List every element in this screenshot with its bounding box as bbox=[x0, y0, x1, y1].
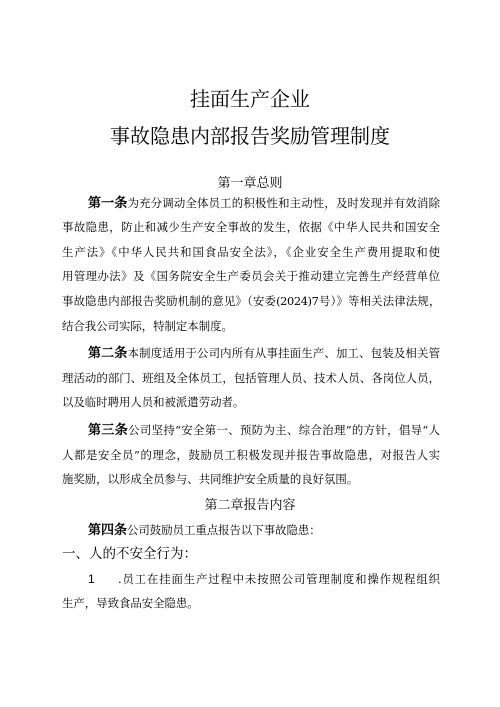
document-title-line-2: 事故隐患内部报告奖励管理制度 bbox=[110, 126, 390, 148]
item-1-number: 1 bbox=[88, 571, 95, 586]
article-2-line-1 bbox=[62, 341, 440, 366]
document-title-line-1: 挂面生产企业 bbox=[190, 89, 310, 111]
list-item bbox=[62, 567, 440, 616]
item-1-line-1 bbox=[62, 567, 440, 592]
article-2-text: 本制度适用于公司内所有从事挂面生产、加工、包装及相关管 bbox=[127, 346, 440, 361]
article-1-line-1 bbox=[62, 191, 440, 216]
article-2-label: 第二条 bbox=[88, 345, 128, 361]
article-3-text: 公司坚持“安全第一、预防为主、综合治理”的方针，倡导“人 bbox=[128, 423, 440, 438]
article-3-label: 第三条 bbox=[88, 422, 129, 438]
article-1-text: 为充分调动全体员工的积极性和主动性，及时发现并有效消除 bbox=[127, 195, 440, 210]
article-2-line-3: 以及临时聘用人员和被派遣劳动者。 bbox=[62, 395, 245, 410]
article-2-line-2: 理活动的部门、班组及全体员工，包括管理人员、技术人员、各岗位人员， bbox=[62, 370, 440, 385]
chapter-1-body bbox=[62, 191, 440, 495]
article-1-line-5: 事故隐患内部报告奖励机制的意见》（安委(2024)7号）》等相关法律法规， bbox=[62, 294, 440, 309]
chapter-1-heading: 第一章总则 bbox=[217, 175, 283, 190]
article-3-line-1 bbox=[62, 418, 440, 443]
article-4-line-1 bbox=[62, 518, 440, 543]
article-3-line-3: 施奖励，以形成全员参与、共同维护安全质量的良好氛围。 bbox=[62, 472, 359, 487]
article-1-line-3: 生产法》《中华人民共和国食品安全法》，《企业安全生产费用提取和使 bbox=[62, 244, 440, 259]
article-3-line-2: 人都是安全员”的理念，鼓励员工积极发现并报告事故隐患，对报告人实 bbox=[62, 447, 440, 462]
article-2 bbox=[62, 341, 440, 415]
article-1-line-6: 结合我公司实际，特制定本制度。 bbox=[62, 318, 233, 333]
article-3 bbox=[62, 418, 440, 492]
item-1-text: .员工在挂面生产过程中未按照公司管理制度和操作规程组织 bbox=[118, 571, 440, 586]
article-1 bbox=[62, 191, 440, 339]
article-4-label: 第四条 bbox=[88, 521, 128, 537]
article-4-text: 公司鼓励员工重点报告以下事故隐患： bbox=[127, 522, 321, 537]
article-1-label: 第一条 bbox=[88, 194, 128, 210]
item-1-line-2: 生产，导致食品安全隐患。 bbox=[62, 596, 199, 611]
chapter-2-heading: 第二章报告内容 bbox=[204, 497, 296, 512]
chapter-2-body bbox=[62, 518, 440, 616]
article-1-line-4: 用管理办法》及《国务院安全生产委员会关于推动建立完善生产经营单位 bbox=[62, 269, 440, 284]
section-1-heading: 一、人的不安全行为： bbox=[62, 546, 197, 562]
article-1-line-2: 事故隐患，防止和减少生产安全事故的发生，依据《中华人民共和国安全 bbox=[62, 220, 440, 235]
